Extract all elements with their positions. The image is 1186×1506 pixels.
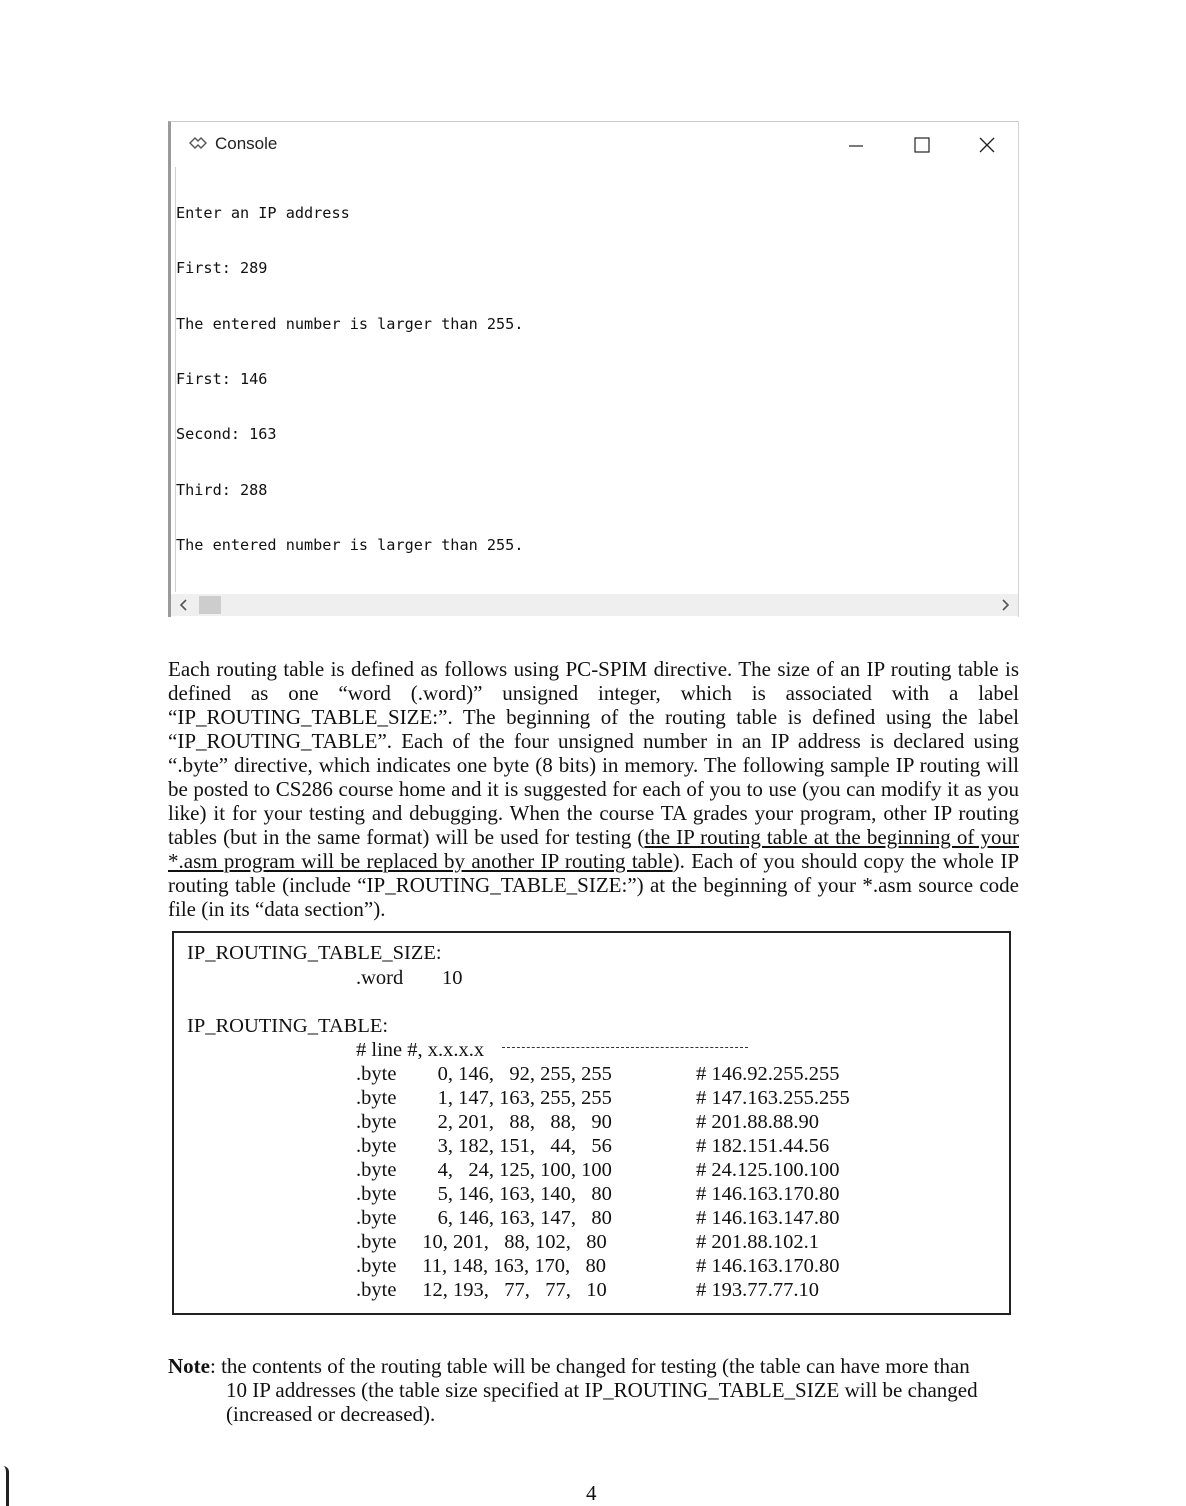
ip-comment: # 24.125.100.100 xyxy=(696,1159,840,1181)
scroll-left-icon[interactable] xyxy=(179,599,189,611)
console-line: Third: 288 xyxy=(176,480,268,499)
header-comment: # line #, x.x.x.x xyxy=(356,1039,485,1061)
byte-directive: .byte xyxy=(356,1159,397,1181)
word-directive: .word xyxy=(356,967,404,989)
maximize-button[interactable] xyxy=(902,130,942,160)
minimize-button[interactable] xyxy=(836,130,876,160)
byte-values: 1, 147, 163, 255, 255 xyxy=(412,1087,612,1109)
byte-directive: .byte xyxy=(356,1135,397,1157)
table-label: IP_ROUTING_TABLE: xyxy=(187,1015,389,1037)
console-line: First: 289 xyxy=(176,259,268,278)
size-label: IP_ROUTING_TABLE_SIZE: xyxy=(187,942,442,964)
maximize-icon xyxy=(912,130,932,160)
routing-table-description xyxy=(168,657,1019,921)
byte-directive: .byte xyxy=(356,1231,397,1253)
console-output[interactable] xyxy=(175,167,996,592)
ip-comment: # 146.163.147.80 xyxy=(696,1207,840,1229)
scroll-right-icon[interactable] xyxy=(1000,599,1010,611)
ip-comment: # 182.151.44.56 xyxy=(696,1135,830,1157)
word-value: 10 xyxy=(442,967,463,989)
byte-values: 5, 146, 163, 140, 80 xyxy=(412,1183,612,1205)
page-edge-mark xyxy=(0,1466,9,1506)
byte-values: 11, 148, 163, 170, 80 xyxy=(412,1255,606,1277)
ip-comment: # 147.163.255.255 xyxy=(696,1087,850,1109)
byte-directive: .byte xyxy=(356,1183,397,1205)
underlined-text: the IP routing table at the beginning of your *.asm program will be replaced by another IP routing table xyxy=(168,825,1019,873)
horizontal-scrollbar[interactable] xyxy=(171,594,1018,616)
byte-directive: .byte xyxy=(356,1063,397,1085)
console-line: The entered number is larger than 255. xyxy=(176,535,524,554)
console-app-icon xyxy=(189,136,207,150)
ip-comment: # 193.77.77.10 xyxy=(696,1279,819,1301)
console-line: The entered number is larger than 255. xyxy=(176,314,524,333)
scrollbar-thumb[interactable] xyxy=(199,596,221,614)
byte-values: 4, 24, 125, 100, 100 xyxy=(412,1159,612,1181)
paragraph-text-end: ). Each of you should copy the whole IP routing table (include “IP_ROUTING_TABLE_SIZE:”) at the beginning of your *.asm source code file (in its “data section”). xyxy=(168,849,1019,921)
close-icon xyxy=(977,130,997,160)
console-titlebar[interactable] xyxy=(171,122,1018,166)
byte-directive: .byte xyxy=(356,1207,397,1229)
note-text: : the contents of the routing table will be changed for testing (the table can have more than xyxy=(209,1354,970,1378)
page-number: 4 xyxy=(586,1481,597,1505)
byte-directive: .byte xyxy=(356,1255,397,1277)
console-line: First: 146 xyxy=(176,369,268,388)
console-line: Enter an IP address xyxy=(176,203,350,222)
note-label: Note xyxy=(168,1354,210,1378)
byte-directive: .byte xyxy=(356,1111,397,1133)
byte-values: 10, 201, 88, 102, 80 xyxy=(412,1231,607,1253)
console-line xyxy=(176,591,996,592)
paragraph-text: Each routing table is defined as follows using PC-SPIM directive. The size of an IP routing table is defined as one “word (.word)” unsigned integer, which is associated with a label “IP_ROUTING_TABLE_SIZE:”. The beginning of the routing table is defined using the label “IP_ROUTING_TABLE”. Each of the four unsigned number in an IP address is declared using “.byte” directive, which indicates one byte (8 bits) in memory. The following sample IP routing will be posted to CS286 course home and it is suggested for each of you to use (you can modify it as you like) it for your testing and debugging. When the course TA grades your program, other IP routing tables (but in the same format) will be used for testing ( xyxy=(168,657,1019,849)
ip-comment: # 201.88.88.90 xyxy=(696,1111,819,1133)
ip-comment: # 201.88.102.1 xyxy=(696,1231,819,1253)
byte-directive: .byte xyxy=(356,1279,397,1301)
byte-values: 12, 193, 77, 77, 10 xyxy=(412,1279,607,1301)
console-title: Console xyxy=(215,134,278,153)
byte-values: 6, 146, 163, 147, 80 xyxy=(412,1207,612,1229)
ip-comment: # 146.92.255.255 xyxy=(696,1063,840,1085)
console-line: Second: 163 xyxy=(176,425,277,444)
note-paragraph xyxy=(168,1354,1019,1426)
ip-comment: # 146.163.170.80 xyxy=(696,1183,840,1205)
byte-values: 0, 146, 92, 255, 255 xyxy=(412,1063,612,1085)
byte-values: 2, 201, 88, 88, 90 xyxy=(412,1111,612,1133)
byte-values: 3, 182, 151, 44, 56 xyxy=(412,1135,612,1157)
ip-comment: # 146.163.170.80 xyxy=(696,1255,840,1277)
dashed-rule xyxy=(502,1047,748,1048)
minimize-icon xyxy=(846,130,866,160)
close-button[interactable] xyxy=(967,130,1007,160)
byte-directive: .byte xyxy=(356,1087,397,1109)
console-window xyxy=(168,121,1019,617)
note-text-continued: 10 IP addresses (the table size specified at IP_ROUTING_TABLE_SIZE will be changed (increased or decreased). xyxy=(226,1378,978,1426)
